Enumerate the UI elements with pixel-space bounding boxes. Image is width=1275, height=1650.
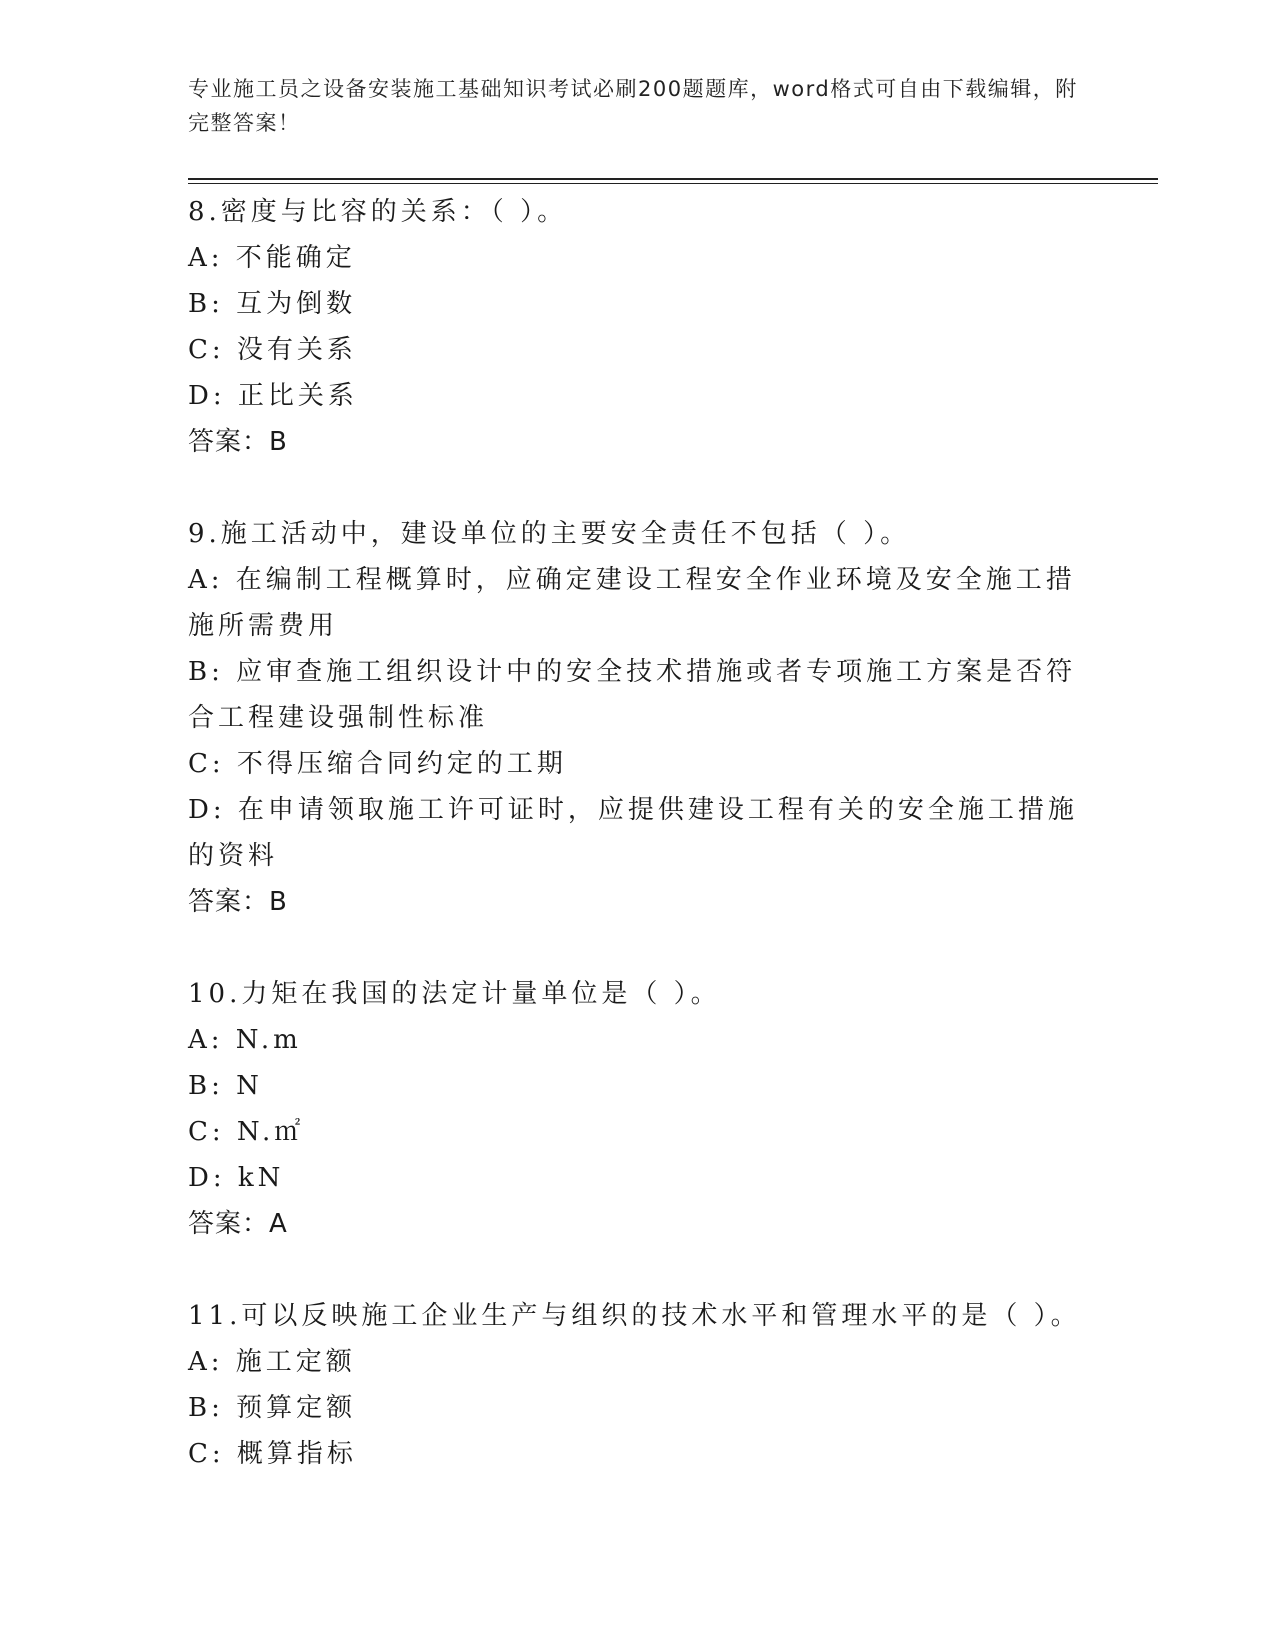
option-c: C: 不得压缩合同约定的工期	[188, 749, 567, 779]
option-b: B: 应审查施工组织设计中的安全技术措施或者专项施工方案是否符合工程建设强制性标准	[188, 657, 1077, 733]
document-header: 专业施工员之设备安装施工基础知识考试必刷200题题库，word格式可自由下载编辑，附完整答案！	[188, 77, 1078, 135]
option-a: A: N.m	[188, 1025, 302, 1055]
question-10	[188, 971, 1088, 1247]
option-a: A: 不能确定	[188, 243, 356, 273]
question-8	[188, 189, 1088, 465]
header-divider-thick	[188, 178, 1158, 180]
option-d: D: 正比关系	[188, 381, 358, 411]
question-stem: 8.密度与比容的关系：（ ）。	[188, 197, 568, 227]
question-list	[188, 189, 1088, 1477]
option-a: A: 施工定额	[188, 1347, 356, 1377]
option-a: A: 在编制工程概算时，应确定建设工程安全作业环境及安全施工措施所需费用	[188, 565, 1076, 641]
question-stem: 11.可以反映施工企业生产与组织的技术水平和管理水平的是（ ）。	[188, 1301, 1081, 1331]
option-c: C: N.㎡	[188, 1117, 305, 1147]
option-c: C: 概算指标	[188, 1439, 357, 1469]
answer-line: 答案：B	[188, 427, 288, 457]
answer-line: 答案：A	[188, 1209, 288, 1239]
header-divider-thin	[188, 183, 1158, 184]
question-stem: 10.力矩在我国的法定计量单位是（ ）。	[188, 979, 721, 1009]
option-d: D: 在申请领取施工许可证时，应提供建设工程有关的安全施工措施的资料	[188, 795, 1078, 871]
option-b: B: 预算定额	[188, 1393, 357, 1423]
question-stem: 9.施工活动中，建设单位的主要安全责任不包括（ ）。	[188, 519, 911, 549]
option-d: D: kN	[188, 1163, 285, 1193]
answer-line: 答案：B	[188, 887, 288, 917]
option-b: B: 互为倒数	[188, 289, 357, 319]
option-b: B: N	[188, 1071, 263, 1101]
option-c: C: 没有关系	[188, 335, 357, 365]
question-11	[188, 1293, 1088, 1477]
question-9	[188, 511, 1088, 925]
question-spacer	[188, 1247, 1088, 1293]
question-spacer	[188, 925, 1088, 971]
question-spacer	[188, 465, 1088, 511]
